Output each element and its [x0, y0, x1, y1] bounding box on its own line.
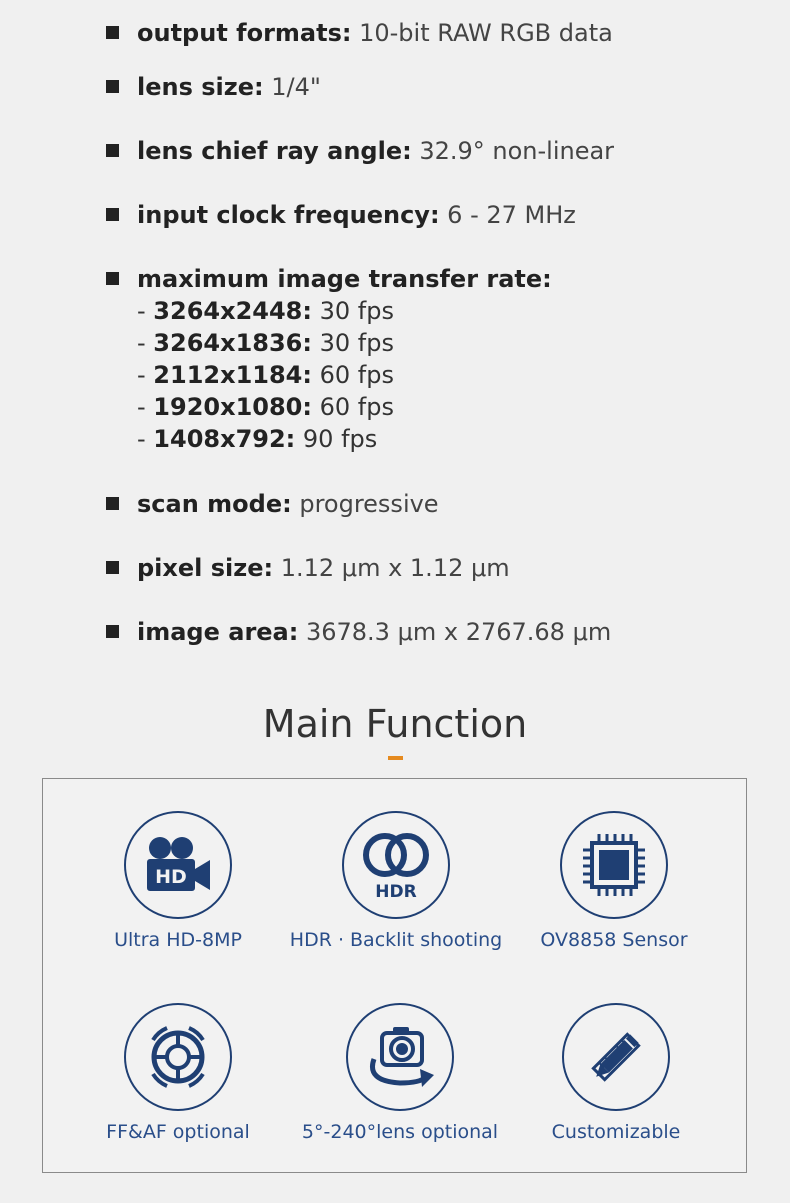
hd-camera-icon [124, 811, 232, 919]
lens-icon [124, 1003, 232, 1111]
bullet-icon [106, 26, 119, 39]
bullet-icon [106, 80, 119, 93]
feature-lens-angle [290, 1003, 510, 1143]
feature-label: OV8858 Sensor [540, 929, 688, 951]
title-underline [388, 756, 403, 760]
bullet-icon [106, 625, 119, 638]
transfer-rate-item: - 3264x1836: 30 fps [137, 329, 394, 357]
feature-hdr [286, 811, 506, 951]
transfer-rate-item: - 1920x1080: 60 fps [137, 393, 394, 421]
transfer-rate-item: - 3264x2448: 30 fps [137, 297, 394, 325]
transfer-rate-item: - 2112x1184: 60 fps [137, 361, 394, 389]
feature-panel [42, 778, 747, 1173]
bullet-icon [106, 272, 119, 285]
camera-rotate-icon [346, 1003, 454, 1111]
hdr-icon [342, 811, 450, 919]
svg-text:HD: HD [155, 866, 187, 888]
bullet-icon [106, 144, 119, 157]
transfer-rate-list [137, 295, 552, 455]
spec-chief-ray-angle: lens chief ray angle: 32.9° non-linear [106, 135, 614, 167]
feature-label: FF&AF optional [106, 1121, 250, 1143]
bullet-icon [106, 208, 119, 221]
spec-input-clock: input clock frequency: 6 - 27 MHz [106, 199, 576, 231]
spec-lens-size: lens size: 1/4" [106, 71, 321, 103]
svg-text:HDR: HDR [375, 882, 417, 902]
feature-ultra-hd [68, 811, 288, 951]
pencil-ruler-icon [562, 1003, 670, 1111]
feature-label: Customizable [551, 1121, 681, 1143]
feature-customizable [506, 1003, 726, 1143]
spec-output-formats: output formats: 10-bit RAW RGB data [106, 17, 613, 49]
chip-icon [560, 811, 668, 919]
feature-label: Ultra HD-8MP [114, 929, 242, 951]
feature-sensor [504, 811, 724, 951]
bullet-icon [106, 561, 119, 574]
spec-image-area: image area: 3678.3 μm x 2767.68 μm [106, 616, 611, 648]
bullet-icon [106, 497, 119, 510]
spec-pixel-size: pixel size: 1.12 μm x 1.12 μm [106, 552, 510, 584]
feature-focus [68, 1003, 288, 1143]
feature-label: HDR · Backlit shooting [289, 929, 503, 951]
spec-scan-mode: scan mode: progressive [106, 488, 439, 520]
transfer-rate-item: - 1408x792: 90 fps [137, 425, 378, 453]
feature-label: 5°-240°lens optional [301, 1121, 499, 1143]
spec-transfer-rate: maximum image transfer rate: - 3264x2448: 30 fps - 3264x1836: 30 fps - 2112x1184: 60 fps - 1920x1080: 60 fps - 1408x792: 90 fps [106, 263, 552, 455]
main-function-title: Main Function [262, 702, 528, 746]
